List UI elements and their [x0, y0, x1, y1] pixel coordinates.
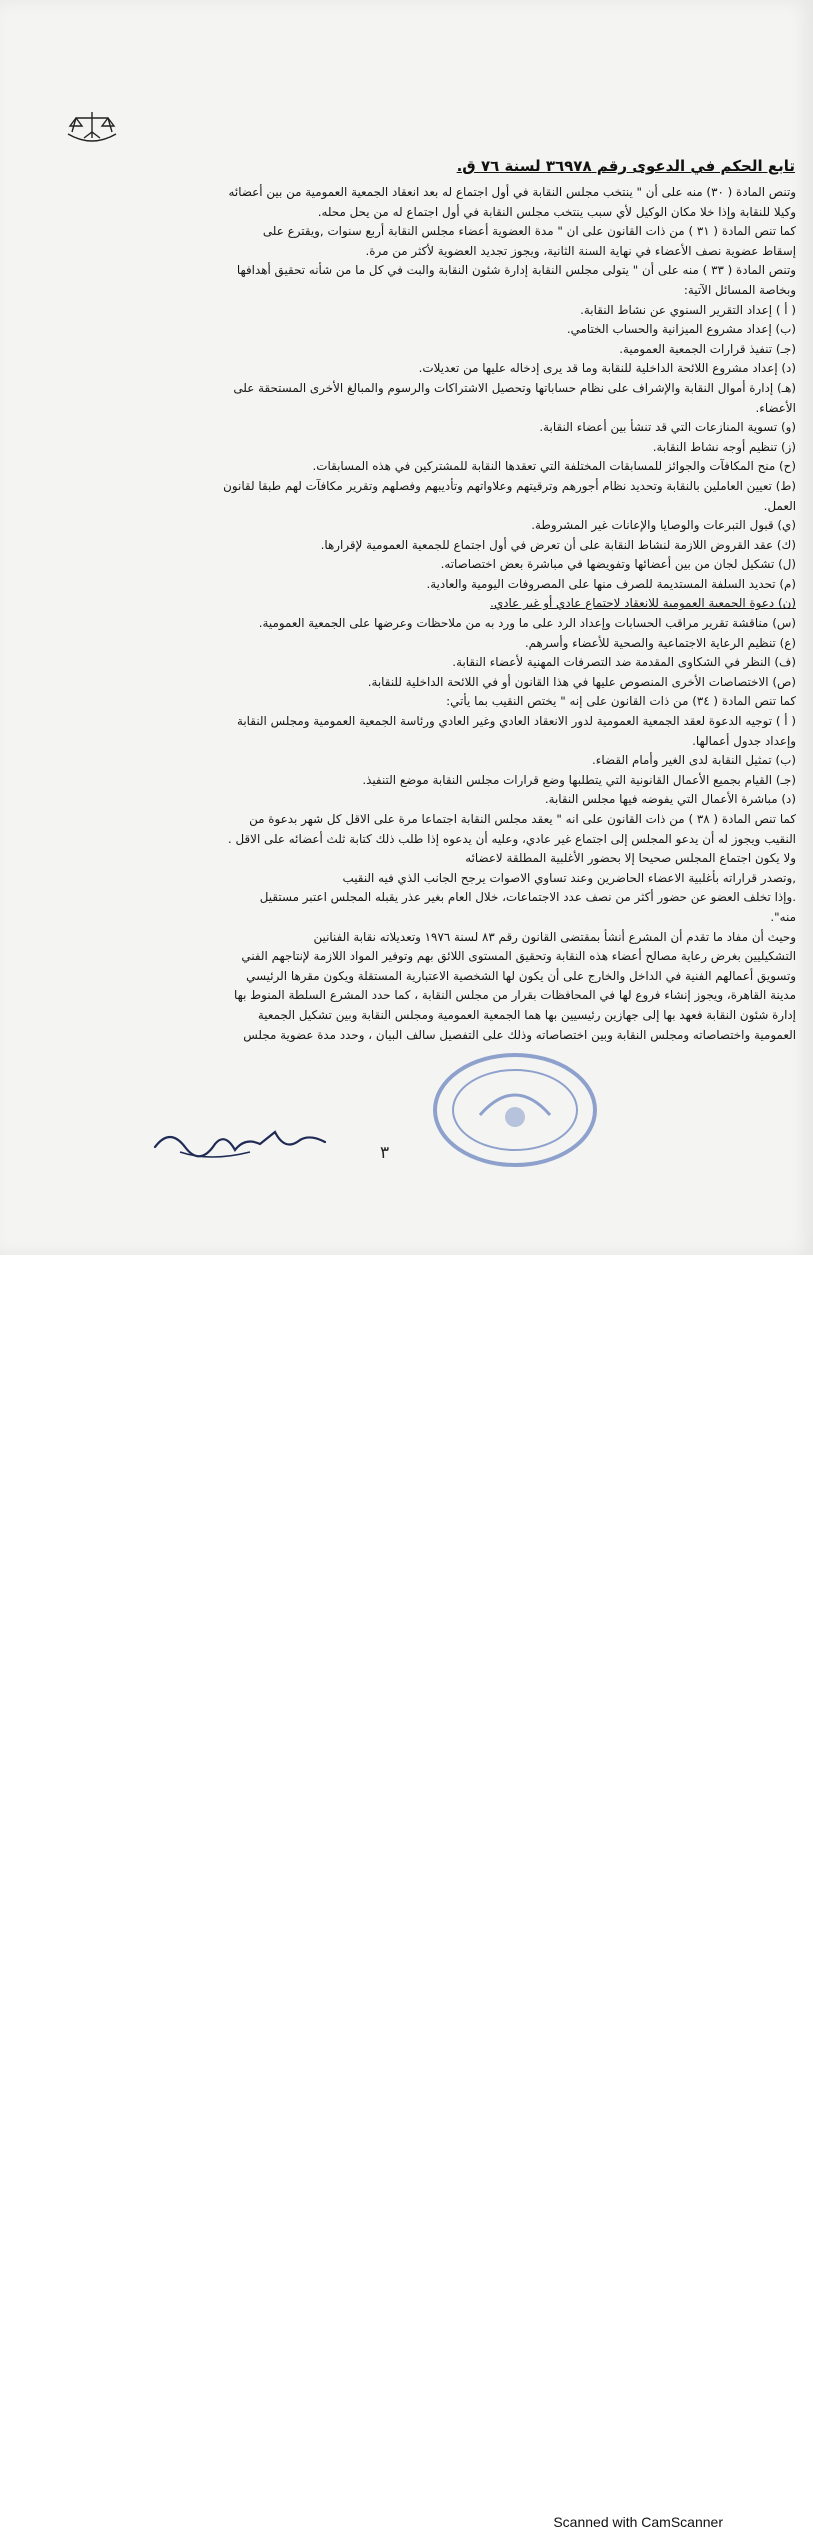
scales-of-justice-emblem-icon: [62, 108, 122, 146]
list-item: (د) مباشرة الأعمال التي يفوضه فيها مجلس النقابة.: [544, 792, 796, 807]
page-number: ٣: [380, 1143, 390, 1163]
list-item: ( أ ) توجيه الدعوة لعقد الجمعية العمومية لدور الانعقاد العادي وغير العادي ورئاسة الجمعية العمومية ومجلس النقابة: [237, 714, 796, 729]
body-line: وتنص المادة ( ٣٣ ) منه على أن " يتولى مجلس النقابة إدارة شئون النقابة والبت في كل ما من شأنه تحقيق أهدافها: [236, 263, 796, 278]
body-line: كما تنص المادة ( ٣٨ ) من ذات القانون على انه " يعقد مجلس النقابة اجتماعا مرة على الاقل كل شهر بدعوة من: [249, 812, 796, 826]
body-line: إدارة شئون النقابة فعهد بها إلى جهازين رئيسيين بها هما الجمعية العمومية ومجلس النقابة وبين تشكيل الجمعية: [257, 1007, 796, 1022]
list-item: (د) إعداد مشروع اللائحة الداخلية للنقابة وما قد يرى إدخاله عليها من تعديلات.: [418, 361, 796, 376]
signature-icon: [150, 1122, 330, 1167]
body-line: العمومية واختصاصاته ومجلس النقابة وبين اختصاصاته وذلك على التفصيل سالف البيان ، وحدد مدة عضوية مجلس: [243, 1027, 796, 1042]
list-item: (جـ) القيام بجميع الأعمال القانونية التي يتطلبها وضع قرارات مجلس النقابة موضع التنفيذ.: [362, 772, 796, 787]
list-item: (ي) قبول التبرعات والوصايا والإعانات غير المشروطة.: [531, 518, 796, 533]
document-header: تابع الحكم في الدعوى رقم ٣٦٩٧٨ لسنة ٧٦ ق.: [456, 157, 795, 175]
list-item: (هـ) إدارة أموال النقابة والإشراف على نظام حساباتها وتحصيل الاشتراكات والرسوم والمبالغ الأخرى المستحقة على: [233, 380, 796, 395]
list-item: (و) تسوية المنازعات التي قد تنشأ بين أعضاء النقابة.: [539, 420, 796, 435]
document-body: [36, 183, 796, 1153]
list-item: (ب) تمثيل النقابة لدى الغير وأمام القضاء.: [592, 753, 796, 768]
list-item: (ب) إعداد مشروع الميزانية والحساب الختامي.: [566, 322, 796, 337]
body-line: ,وتصدر قراراته بأغلبية الاعضاء الحاضرين وعند تساوي الاصوات يرجح الجانب الذي فيه النقيب: [342, 870, 796, 885]
list-item: (جـ) تنفيذ قرارات الجمعية العمومية.: [619, 341, 796, 356]
list-item: ( أ ) إعداد التقرير السنوي عن نشاط النقابة.: [580, 302, 796, 317]
body-line: وتنص المادة ( ٣٠) منه على أن " ينتخب مجلس النقابة في أول اجتماع له بعد انعقاد الجمعية العمومية من بين أعضائه: [228, 185, 796, 199]
official-stamp-icon: [420, 1045, 610, 1175]
body-line: العمل.: [763, 498, 796, 513]
list-item: (ف) النظر في الشكاوى المقدمة ضد التصرفات المهنية لأعضاء النقابة.: [452, 655, 796, 670]
body-line: مدينة القاهرة، ويجوز إنشاء فروع لها في المحافظات بقرار من مجلس النقابة ، كما حدد المشرع السلطة المنوط بها: [233, 988, 796, 1003]
list-item: (ص) الاختصاصات الأخرى المنصوص عليها في هذا القانون أو في اللائحة الداخلية للنقابة.: [367, 674, 796, 689]
list-item: (ط) تعيين العاملين بالنقابة وتحديد نظام أجورهم وترقيتهم وعلاواتهم وتأديبهم وفصلهم وتقرير مكافآت لهم طبقا لقانون: [223, 478, 796, 493]
list-item: (س) مناقشة تقرير مراقب الحسابات وإعداد الرد على ما ورد به من ملاحظات وعرضها على الجمعية العمومية.: [258, 616, 796, 631]
body-line: وكيلا للنقابة وإذا خلا مكان الوكيل لأي سبب ينتخب مجلس النقابة في أول اجتماع له من يحل محله.: [317, 204, 796, 219]
body-line: الأعضاء.: [755, 400, 796, 415]
body-line: وتسويق أعمالهم الفنية في الداخل والخارج على أن يكون لها الشخصية الاعتبارية المستقلة ويكون مقرها الرئيسي: [246, 968, 796, 983]
body-line: النقيب ويجوز له أن يدعو المجلس إلى اجتماع غير عادي، وعليه أن يدعوه إذا طلب ذلك كتابة ثلث أعضائه على الاقل .: [227, 831, 796, 846]
body-line: .وإذا تخلف العضو عن حضور أكثر من نصف عدد الاجتماعات، خلال العام بغير عذر يقبله المجلس اعتبر مستقيل: [259, 890, 796, 905]
body-line: منه".: [770, 909, 796, 924]
list-item: (م) تحديد السلفة المستديمة للصرف منها على المصروفات اليومية والعادية.: [426, 576, 796, 591]
list-item: (ع) تنظيم الرعاية الاجتماعية والصحية للأعضاء وأسرهم.: [524, 635, 796, 650]
list-item: (ح) منح المكافآت والجوائز للمسابقات المختلفة التي تعقدها النقابة للمشتركين في هذه المسابقات.: [312, 459, 796, 474]
list-item: (ل) تشكيل لجان من بين أعضائها وتفويضها في مباشرة بعض اختصاصاته.: [440, 557, 796, 572]
scanner-label: Scanned with CamScanner: [553, 2514, 723, 2530]
body-line: ولا يكون اجتماع المجلس صحيحا إلا بحضور الأغلبية المطلقة لاعضائه: [465, 851, 796, 866]
body-line: كما تنص المادة ( ٣١ ) من ذات القانون على ان " مدة العضوية أعضاء مجلس النقابة أربع سنوات ,ويقترع على: [262, 224, 796, 239]
list-item: (ز) تنظيم أوجه نشاط النقابة.: [652, 439, 796, 454]
body-line: التشكيليين بغرض رعاية مصالح أعضاء هذه النقابة وتحقيق المستوى اللائق بهم وتوفير المواد اللازمة لإنتاجهم الفني: [241, 949, 796, 964]
list-item: (ك) عقد القروض اللازمة لنشاط النقابة على أن تعرض في أول اجتماع للجمعية العمومية لإقرارها.: [320, 537, 796, 552]
list-item: (ن) دعوة الجمعية العمومية للانعقاد لاجتماع عادي أو غير عادي.: [490, 596, 796, 611]
scanner-footer: [0, 1255, 813, 2530]
body-line: وإعداد جدول أعمالها.: [692, 733, 796, 748]
body-line: وحيث أن مفاد ما تقدم أن المشرع أنشأ بمقتضى القانون رقم ٨٣ لسنة ١٩٧٦ وتعديلاته نقابة الفنانين: [313, 929, 796, 944]
document-page: [0, 0, 813, 1255]
body-line: إسقاط عضوية نصف الأعضاء في نهاية السنة الثانية، ويجوز تجديد العضوية لأكثر من مرة.: [365, 243, 796, 258]
body-line: كما تنص المادة ( ٣٤) من ذات القانون على إنه " يختص النقيب بما يأتي:: [446, 694, 796, 709]
body-line: وبخاصة المسائل الآتية:: [683, 282, 796, 297]
